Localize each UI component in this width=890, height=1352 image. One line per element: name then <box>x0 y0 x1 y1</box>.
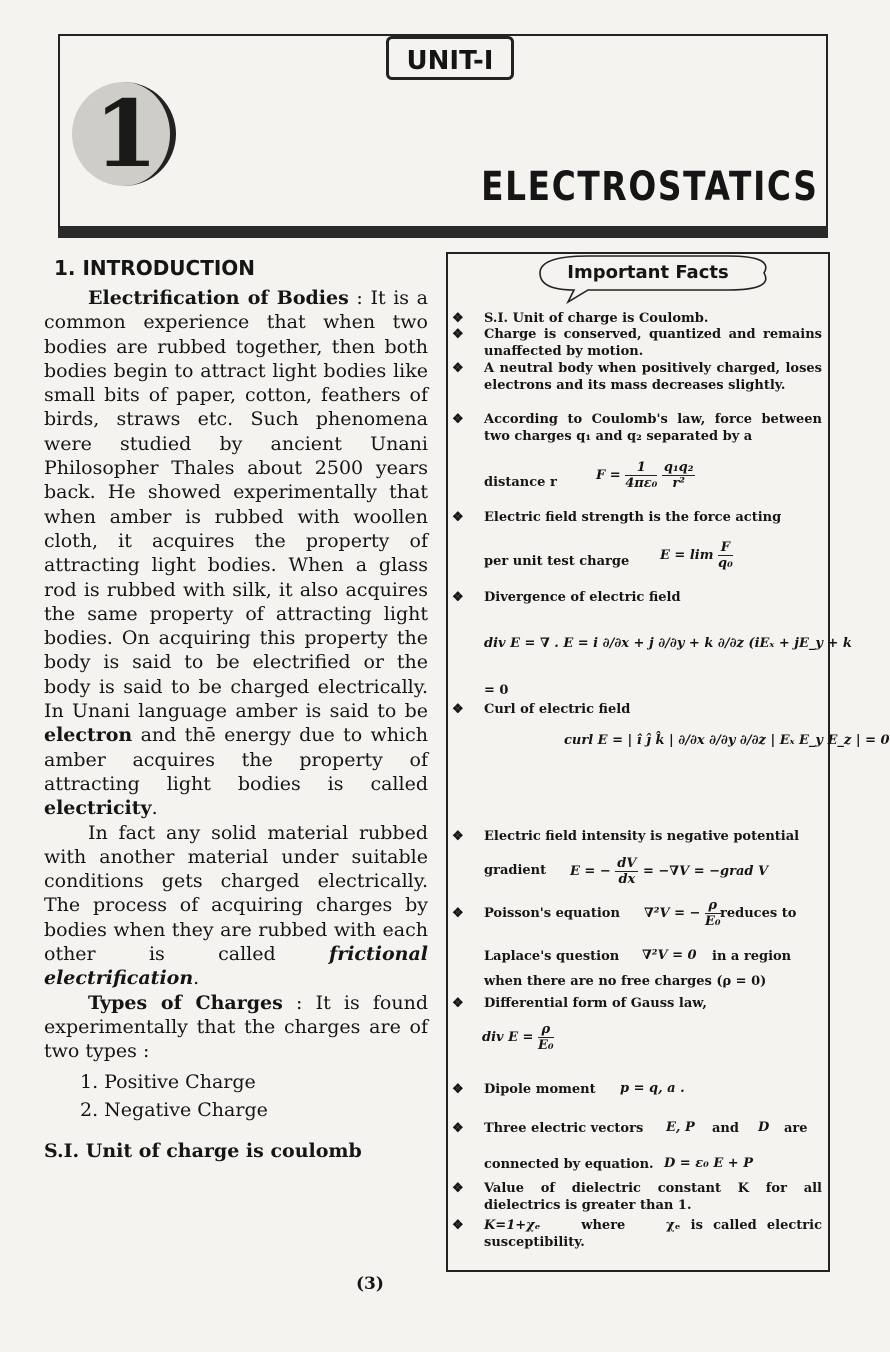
fact-text: Differential form of Gauss law, <box>484 996 707 1011</box>
term-frictional-electrification: frictional electrification <box>44 943 428 990</box>
vectors-formula: E, P <box>666 1120 695 1135</box>
gradient-formula: E = − $\frac{dV}{dx}$ = −∇V = −grad V <box>570 856 769 887</box>
fact-text: Electric field strength is the force acting <box>484 510 782 525</box>
fact-text: Divergence of electric field <box>484 590 681 605</box>
fact-item <box>452 310 822 327</box>
fact-text: gradient <box>484 863 547 878</box>
paragraph-text: and thē energy due to which amber acquires the property of attracting light bodies is called <box>44 724 428 795</box>
fact-item <box>720 905 820 922</box>
bullet-icon: ❖ <box>452 412 464 427</box>
paragraph-text: . <box>193 967 200 990</box>
fact-text: are <box>784 1121 808 1136</box>
lead-term: Electrification of Bodies <box>88 287 349 309</box>
fact-text: S.I. Unit of charge is Coulomb. <box>484 311 709 326</box>
fact-item <box>452 1217 822 1251</box>
paragraph-text: : It is found experimentally that the charges are of two types : <box>44 991 428 1063</box>
laplace-formula: ∇²V = 0 <box>642 948 697 963</box>
fact-text: in a region <box>712 949 792 964</box>
paragraph-text: In fact any solid material rubbed with another material under suitable conditions gets charged electrically. The process of acquiring charges by bodies when they are rubbed with each other is called <box>44 821 428 966</box>
fact-text: where <box>581 1218 626 1233</box>
fact-text: distance r <box>484 475 557 490</box>
fact-item <box>452 701 822 718</box>
fact-text: Three electric vectors <box>484 1121 644 1136</box>
paragraph-text: : It is a common experience that when two bodies are rubbed together, then both bodies begin to attract light bodies like small bits of paper, cotton, feathers of birds, straws etc. Such phenomena were studied by ancient Unani Philosopher Thales about 2500 years back. He showed experimentally that when amber is rubbed with woollen cloth, it acquires the property of attracting light bodies. When a glass rod is rubbed with silk, it also acquires the same property of attracting light bodies. On acquiring this property the body is said to be electrified or the body is said to be charged electrically. In Unani language amber is said to be <box>44 287 429 723</box>
bullet-icon: ❖ <box>452 996 464 1011</box>
bullet-icon: ❖ <box>452 327 464 342</box>
divergence-formula: div E = ∇ . E = i ∂/∂x + j ∂/∂y + k ∂/∂z (iEₓ + jE_y + k <box>484 636 852 651</box>
fact-item <box>452 553 822 570</box>
page-number: (3) <box>356 1274 384 1294</box>
fact-item <box>712 1120 752 1137</box>
fact-item <box>452 973 822 990</box>
list-item: 2. Negative Charge <box>80 1098 268 1121</box>
poisson-formula: ∇²V = − $\frac{\rho}{\text{E₀}}$ <box>644 898 721 929</box>
fact-item <box>452 360 822 394</box>
fact-text: According to Coulomb's law, force between two charges q₁ and q₂ separated by a <box>484 412 822 444</box>
lead-term: Types of Charges <box>88 991 283 1014</box>
charge-types-list <box>80 1068 428 1124</box>
bullet-icon: ❖ <box>452 590 464 605</box>
unit-number: 1 <box>93 80 158 188</box>
dipole-formula: p = q, a . <box>620 1081 685 1096</box>
bullet-icon: ❖ <box>452 1121 464 1136</box>
susceptibility-formula: K=1+χₑ <box>484 1218 541 1233</box>
fact-text: Charge is conserved, quantized and remains unaffected by motion. <box>484 327 822 359</box>
term-electricity: electricity <box>44 797 152 820</box>
paragraph-text: . <box>151 797 158 820</box>
curl-formula: curl E = | î ĵ k̂ | ∂/∂x ∂/∂y ∂/∂z | Eₓ E_y E_z | = 0 <box>564 733 890 748</box>
fact-item <box>452 509 822 526</box>
bullet-icon: ❖ <box>452 361 464 376</box>
important-facts-box <box>446 252 830 1272</box>
fact-text: per unit test charge <box>484 554 630 569</box>
field-strength-formula: E = lim $\frac{F}{\text{q₀}}$ <box>660 540 733 571</box>
header-rule <box>58 226 828 238</box>
unit-note: S.I. Unit of charge is coulomb <box>44 1139 362 1162</box>
fact-text: Laplace's question <box>484 949 620 964</box>
fact-text: χₑ is called electric susceptibility. <box>484 1218 823 1250</box>
fact-text: Value of dielectric constant K for all dielectrics is greater than 1. <box>484 1181 822 1213</box>
coulomb-formula: F = $\frac{1}{\text{4πε₀}}$ $\frac{\text{q₁q₂}}{\text{r²}}$ <box>596 460 694 491</box>
gauss-formula: div E = $\frac{\rho}{\text{E₀}}$ <box>482 1022 554 1053</box>
fact-text: reduces to <box>720 906 797 921</box>
section-heading: 1. INTRODUCTION <box>54 256 256 280</box>
fact-text: when there are no free charges (ρ = 0) <box>484 974 767 989</box>
fact-text: A neutral body when positively charged, loses electrons and its mass decreases slightly. <box>484 361 822 393</box>
displacement-formula: D = ε₀ E + P <box>664 1156 753 1171</box>
bullet-icon: ❖ <box>452 702 464 717</box>
intro-paragraph <box>44 286 428 821</box>
fact-item <box>452 828 822 845</box>
fact-item <box>452 411 822 445</box>
fact-text: Electric field intensity is negative potential <box>484 829 800 844</box>
chapter-title: ELECTROSTATICS <box>480 164 818 210</box>
bullet-icon: ❖ <box>452 829 464 844</box>
vector-d: D <box>758 1120 770 1135</box>
introduction-column <box>44 256 428 1162</box>
fact-text: Curl of electric field <box>484 702 631 717</box>
fact-item <box>452 326 822 360</box>
fact-item <box>784 1120 824 1137</box>
unit-badge: UNIT-I <box>386 36 514 80</box>
types-paragraph <box>44 991 428 1064</box>
important-facts-label <box>528 254 768 292</box>
fact-text: connected by equation. <box>484 1157 654 1172</box>
friction-paragraph <box>44 821 428 991</box>
fact-item <box>452 682 822 699</box>
fact-item <box>452 995 822 1012</box>
bullet-icon: ❖ <box>452 1218 464 1233</box>
fact-item <box>452 589 822 606</box>
fact-item <box>712 948 822 965</box>
bullet-icon: ❖ <box>452 311 464 326</box>
fact-text: and <box>712 1121 739 1136</box>
bullet-icon: ❖ <box>452 510 464 525</box>
fact-text <box>484 1217 822 1251</box>
list-item: 1. Positive Charge <box>80 1070 256 1093</box>
facts-title: Important Facts <box>567 262 729 283</box>
bullet-icon: ❖ <box>452 1082 464 1097</box>
fact-item <box>452 1156 822 1173</box>
fact-text: = 0 <box>484 683 509 698</box>
term-electron: electron <box>44 724 133 747</box>
bullet-icon: ❖ <box>452 906 464 921</box>
fact-text: Dipole moment <box>484 1082 596 1097</box>
fact-item <box>452 1180 822 1214</box>
fact-text: Poisson's equation <box>484 906 620 921</box>
bullet-icon: ❖ <box>452 1181 464 1196</box>
